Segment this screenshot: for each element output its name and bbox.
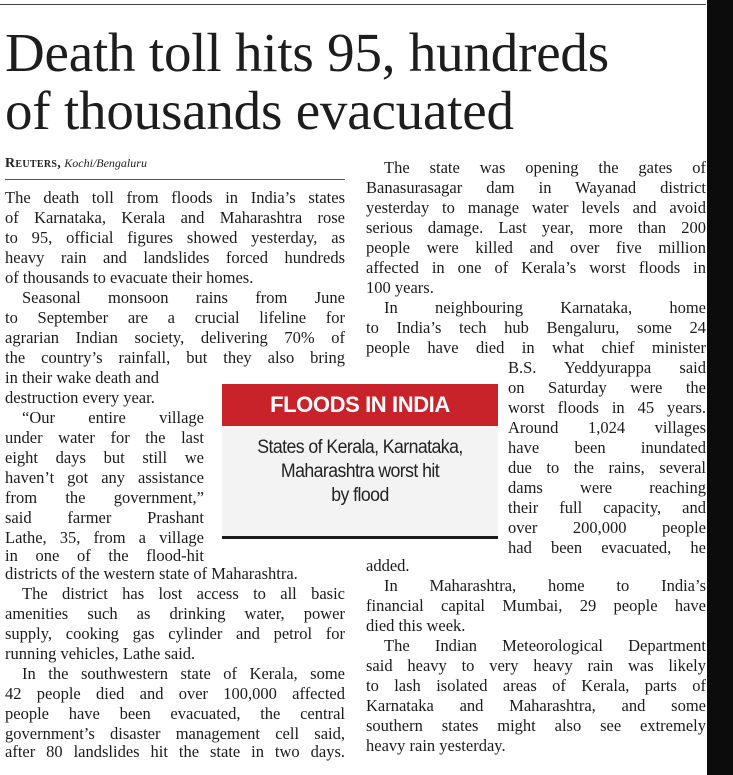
byline [5, 155, 147, 172]
article-line: The state was opening the gates of [384, 158, 706, 177]
article-line: amenities such as drinking water, power [5, 604, 345, 623]
article-line: of thousands to evacuate their homes. [5, 268, 254, 287]
article-line: destruction every year. [5, 388, 155, 407]
article-line: said heavy to very heavy rain was likely [366, 656, 706, 675]
top-rule [0, 4, 706, 5]
article-line: to 95, official figures showed yesterday, as [5, 228, 345, 247]
factbox-body [222, 426, 498, 539]
article-line: to India’s tech hub Bengaluru, some 24 [366, 318, 706, 337]
article-line: people have been evacuated, the central [5, 704, 345, 723]
factbox-text-line: States of Kerala, Karnataka, [257, 437, 463, 458]
article-line: financial capital Mumbai, 29 people have [366, 596, 706, 615]
article-line: heavy rain yesterday. [366, 736, 506, 755]
article-line: running vehicles, Lathe said. [5, 644, 196, 663]
article-line: worst floods in 45 years. [508, 398, 706, 417]
article-line: affected in one of Kerala’s worst floods in [366, 258, 706, 277]
article-line: Seasonal monsoon rains from June [22, 288, 345, 307]
article-line: added. [366, 556, 410, 575]
article-line: southern states might also see extremely [366, 716, 706, 735]
article-line: have been inundated [508, 438, 706, 457]
article-line: dams were reaching [508, 478, 706, 497]
article-line: Around 1,024 villages [508, 418, 706, 437]
article-line: yesterday to manage water levels and avoid [366, 198, 706, 217]
article-line: of Karnataka, Kerala and Maharashtra rose [5, 208, 345, 227]
factbox-text [241, 436, 479, 508]
byline-agency: Reuters, [5, 156, 62, 171]
article-line: The death toll from floods in India’s states [5, 188, 345, 207]
article-line: haven’t got any assistance [5, 468, 204, 487]
page-edge-shadow [707, 0, 733, 775]
factbox [222, 384, 498, 540]
article-line: supply, cooking gas cylinder and petrol for [5, 624, 345, 643]
article-line: the country’s rainfall, but they also bring [5, 348, 345, 367]
article-line: to September are a crucial lifeline for [5, 308, 345, 327]
article-line: “Our entire village [22, 408, 204, 427]
article-line: people have died in what chief minister [366, 338, 706, 357]
article-line: on Saturday were the [508, 378, 706, 397]
article-line: due to the rains, several [508, 458, 706, 477]
article-line: under water for the last [5, 428, 204, 447]
article-line: heavy rain and landslides forced hundreds [5, 248, 345, 267]
article-line: 42 people died and over 100,000 affected [5, 684, 345, 703]
article-line: In Maharashtra, home to India’s [384, 576, 706, 595]
article-line: had been evacuated, he [508, 538, 706, 557]
headline-line-1: Death toll hits 95, hundreds [5, 22, 609, 83]
article-line: in one of the flood-hit [5, 546, 204, 565]
headline [5, 24, 705, 140]
article-line: government’s disaster management cell said, [5, 724, 345, 743]
article-line: In the southwestern state of Kerala, some [22, 664, 345, 683]
article-line: B.S. Yeddyurappa said [508, 358, 706, 377]
factbox-text-line: by flood [331, 485, 389, 506]
article-line: The Indian Meteorological Department [384, 636, 706, 655]
article-line: eight days but still we [5, 448, 204, 467]
article-line: Lathe, 35, from a village [5, 528, 204, 547]
article-line: people were killed and over five million [366, 238, 706, 257]
byline-location: Kochi/Bengaluru [64, 156, 147, 170]
article-line: Banasurasagar dam in Wayanad district [366, 178, 706, 197]
article-line: in their wake death and [5, 368, 159, 387]
factbox-title: FLOODS IN INDIA [270, 392, 450, 417]
article-line: In neighbouring Karnataka, home [384, 298, 706, 317]
headline-line-2: of thousands evacuated [5, 80, 514, 141]
article-line: The district has lost access to all basic [22, 584, 345, 603]
article-line: died this week. [366, 616, 466, 635]
article-line: districts of the western state of Maharashtra. [5, 564, 298, 583]
article-line: their full capacity, and [508, 498, 706, 517]
article-line: to lash isolated areas of Kerala, parts of [366, 676, 706, 695]
article-line: after 80 landslides hit the state in two days. [5, 742, 345, 761]
article-line: serious damage. Last year, more than 200 [366, 218, 706, 237]
article-line: over 200,000 people [508, 518, 706, 537]
factbox-text-line: Maharashtra worst hit [280, 461, 440, 482]
article-line: said farmer Prashant [5, 508, 204, 527]
article-line: agrarian Indian society, delivering 70% of [5, 328, 345, 347]
article-line: 100 years. [366, 278, 434, 297]
article-line: from the government,” [5, 488, 204, 507]
byline-rule [5, 179, 345, 180]
article-line: Karnataka and Maharashtra, and some [366, 696, 706, 715]
